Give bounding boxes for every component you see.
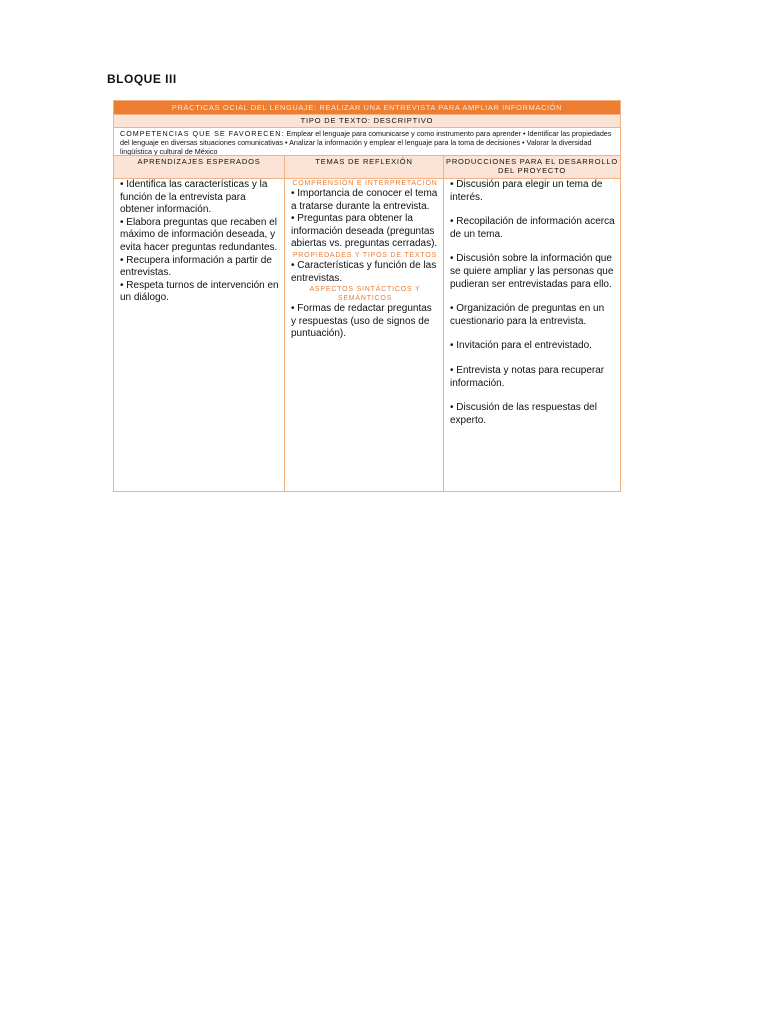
col-header-producciones: PRODUCCIONES PARA EL DESARROLLO DEL PROYECTO: [446, 157, 618, 175]
lesson-table: [113, 100, 621, 492]
list-item: • Respeta turnos de intervención en un diálogo.: [120, 279, 279, 304]
subheading-aspectos: ASPECTOS SINTÁCTICOS Y SEMÁNTICOS: [309, 286, 421, 303]
col-header-aprendizajes: APRENDIZAJES ESPERADOS: [114, 156, 285, 178]
list-item: • Discusión sobre la información que se quiere ampliar y las personas que pudieran ser entrevistadas para ello.: [450, 253, 614, 290]
list-item: • Recupera información a partir de entrevistas.: [120, 254, 272, 279]
text-type-row: TIPO DE TEXTO: DESCRIPTIVO: [114, 114, 620, 127]
table-body: [114, 178, 620, 491]
list-item: • Identifica las características y la función de la entrevista para obtener información.: [120, 179, 268, 216]
block-title: BLOQUE III: [107, 72, 177, 86]
column-headers: [114, 155, 620, 178]
producciones-cell: [444, 179, 620, 491]
list-item: • Características y función de las entrevistas.: [291, 259, 437, 284]
list-item: • Entrevista y notas para recuperar información.: [450, 364, 605, 389]
list-item: • Discusión para elegir un tema de interés.: [450, 179, 603, 203]
list-item: • Preguntas para obtener la información deseada (preguntas abiertas vs. preguntas cerradas).: [291, 213, 438, 250]
subheading-comprension: COMPRENSIÓN E INTERPRETACIÓN: [292, 180, 438, 187]
competencias-row: [114, 127, 620, 155]
list-item: • Discusión de las respuestas del experto.: [450, 402, 597, 426]
competencias-text: Emplear el lenguaje para comunicarse y como instrumento para aprender • Identificar las propiedades del lenguaje en diversas situaciones comunicativas • Analizar la información y emplear el lenguaje para la toma de decisiones • Valorar la diversidad lingüística y cultural de México: [120, 129, 612, 155]
list-item: • Organización de preguntas en un cuestionario para la entrevista.: [450, 303, 605, 327]
list-item: • Elabora preguntas que recaben el máximo de información deseada, y evita hacer preguntas redundantes.: [120, 216, 278, 253]
list-item: • Invitación para el entrevistado.: [450, 340, 592, 352]
col-header-temas: TEMAS DE REFLEXIÓN: [285, 156, 444, 178]
list-item: • Formas de redactar preguntas y respuestas (uso de signos de puntuación).: [291, 303, 432, 340]
temas-cell: [285, 179, 444, 491]
table-header: PRÁCTICAS OCIAL DEL LENGUAJE: REALIZAR UNA ENTREVISTA PARA AMPLIAR INFORMACIÓN: [114, 101, 620, 114]
aprendizajes-cell: [114, 179, 285, 491]
competencias-lead: COMPETENCIAS QUE SE FAVORECEN:: [120, 129, 285, 138]
subheading-propiedades: PROPIEDADES Y TIPOS DE TEXTOS: [292, 251, 438, 259]
list-item: • Importancia de conocer el tema a tratarse durante la entrevista.: [291, 188, 438, 212]
list-item: • Recopilación de información acerca de un tema.: [450, 216, 615, 240]
